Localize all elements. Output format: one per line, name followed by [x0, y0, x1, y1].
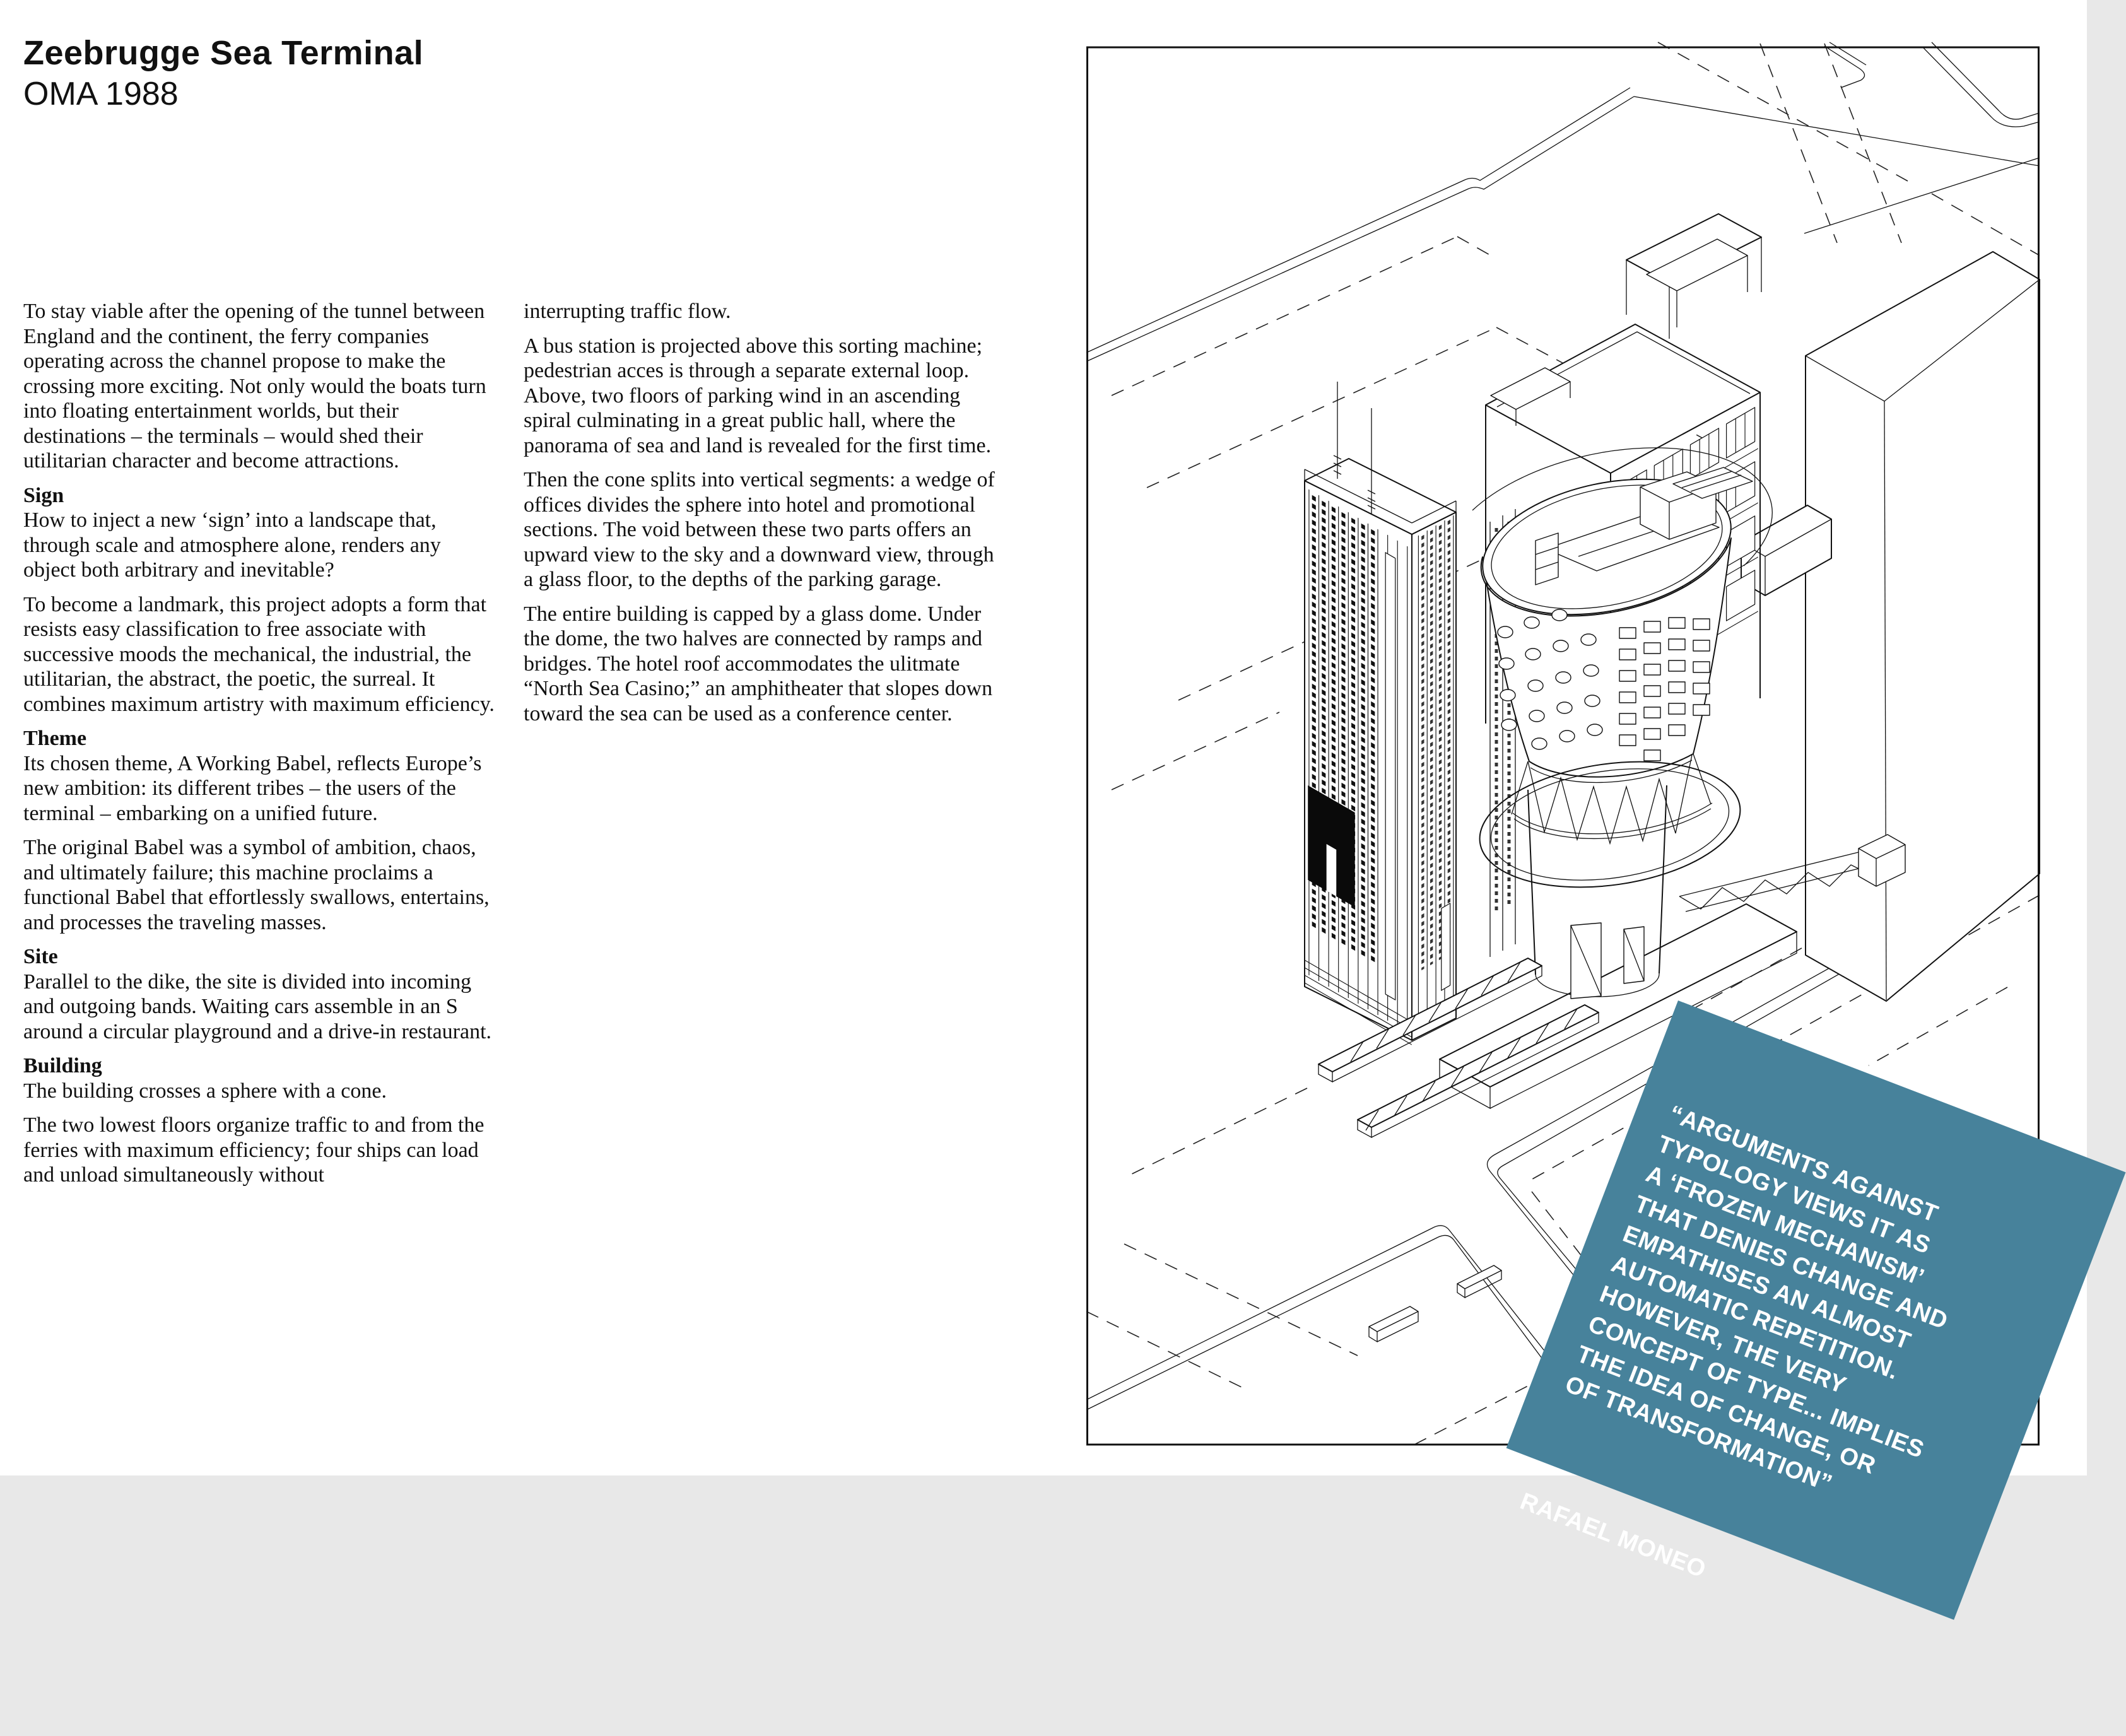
paragraph: Its chosen theme, A Working Babel, reflects Europe’s new ambition: its different tribes – the users of the terminal – embarking on a unified future.	[23, 751, 482, 825]
paragraph: To stay viable after the opening of the tunnel between England and the continent, the ferry companies operating across the channel propose to make the crossing more exciting. Not only would the boats turn into floating entertainment worlds, but their destinations – the terminals – would shed their utilitarian character and become attractions.	[23, 300, 486, 472]
text-column-1	[23, 299, 495, 1197]
paragraph: How to inject a new ‘sign’ into a landscape that, through scale and atmosphere alone, renders any object both arbitrary and inevitable?	[23, 508, 441, 582]
text-column-2	[524, 299, 995, 736]
page-title: Zeebrugge Sea Terminal	[23, 34, 424, 72]
background-block-large	[1806, 252, 2040, 1001]
curb-block	[1369, 1306, 1418, 1342]
curb-block	[1457, 1265, 1501, 1298]
paragraph: The two lowest floors organize traffic to and from the ferries with maximum efficiency; four ships can load and unload simultaneously without	[23, 1113, 485, 1187]
page-subtitle: OMA 1988	[23, 76, 179, 112]
paragraph: The entire building is capped by a glass dome. Under the dome, the two halves are connected by ramps and bridges. The hotel roof accommodates the ulitmate “North Sea Casino;” an amphitheater that slopes down toward the sea can be used as a conference center.	[524, 602, 993, 725]
section-heading-theme: Theme	[23, 727, 87, 750]
paragraph: A bus station is projected above this sorting machine; pedestrian acces is through a separate external loop. Above, two floors of parking wind in an ascending spiral culminating in a great public hall, where the panorama of sea and land is revealed for the first time.	[524, 334, 992, 457]
section-heading-site: Site	[23, 945, 58, 968]
paragraph: The building crosses a sphere with a cone.	[23, 1079, 387, 1103]
title-block	[23, 33, 423, 114]
paragraph: To become a landmark, this project adopts a form that resists easy classification to free associate with successive moods the mechanical, the industrial, the utilitarian, the abstract, the poetic, the surreal. It combines maximum artistry with maximum efficiency.	[23, 592, 495, 716]
quote-text: “ARGUMENTS AGAINST TYPOLOGY VIEWS IT AS A ‘FROZEN MECHANISM’ THAT DENIES CHANGE AND EMPATHISES AN ALMOST AUTOMATIC REPETITION. HOWEVER, THE VERY CONCEPT OF TYPE... IMPLIES THE IDEA OF CHANGE, OR OF TRANSFORMATION”	[1561, 1100, 1952, 1498]
paragraph: The original Babel was a symbol of ambition, chaos, and ultimately failure; this machine proclaims a functional Babel that effortlessly swallows, entertains, and processes the traveling masses.	[23, 836, 490, 934]
section-heading-building: Building	[23, 1054, 102, 1077]
paragraph: Parallel to the dike, the site is divided into incoming and outgoing bands. Waiting cars assemble in an S around a circular playground and a drive-in restaurant.	[23, 970, 492, 1043]
paragraph: interrupting traffic flow.	[524, 300, 731, 323]
paragraph: Then the cone splits into vertical segments: a wedge of offices divides the sphere into hotel and promotional sections. The void between these two parts offers an upward view to the sky and a downward view, through a glass floor, to the depths of the parking garage.	[524, 468, 995, 591]
quote-attribution: RAFAEL MONEO	[1516, 1487, 1710, 1583]
section-heading-sign: Sign	[23, 483, 64, 507]
strip-tower	[1305, 382, 1456, 1045]
